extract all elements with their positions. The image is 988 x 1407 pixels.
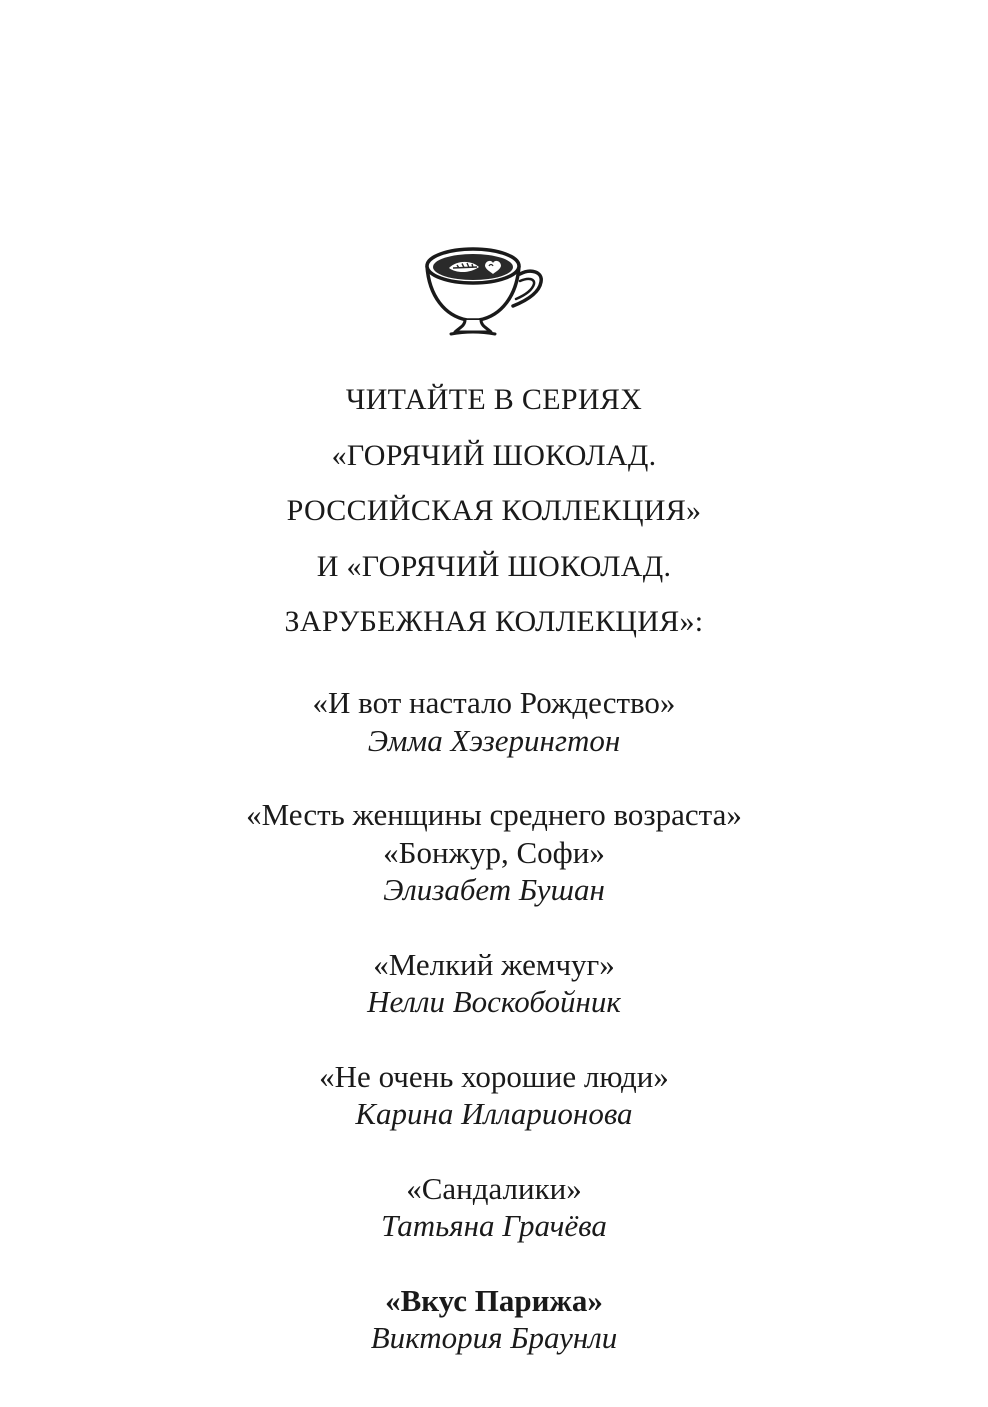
book-entry: [0, 796, 988, 909]
book-entry: [0, 1058, 988, 1133]
book-title: «Вкус Парижа»: [385, 1282, 603, 1318]
book-title: «Месть женщины среднего возраста»: [246, 797, 742, 832]
book-title: «Сандалики»: [406, 1170, 582, 1206]
book-entry: [0, 1170, 988, 1245]
heading-line: РОССИЙСКАЯ КОЛЛЕКЦИЯ»: [286, 494, 702, 527]
book-list: [0, 684, 988, 1357]
book-author: Татьяна Грачёва: [381, 1208, 607, 1243]
book-author: Эмма Хэзерингтон: [367, 722, 621, 758]
book-title: «И вот настало Рождество»: [312, 685, 676, 720]
book-author: Виктория Браунли: [370, 1320, 618, 1355]
book-entry: [0, 1282, 988, 1357]
heading-line: И «ГОРЯЧИЙ ШОКОЛАД.: [316, 549, 672, 583]
heading-line: «ГОРЯЧИЙ ШОКОЛАД.: [331, 438, 657, 472]
book-author: Нелли Воскобойник: [367, 984, 621, 1019]
book-entry: [0, 946, 988, 1021]
book-author: Карина Илларионова: [355, 1096, 633, 1131]
book-title: «Мелкий жемчуг»: [373, 946, 615, 982]
heading-line: ЗАРУБЕЖНАЯ КОЛЛЕКЦИЯ»:: [284, 605, 704, 638]
heading-line: ЧИТАЙТЕ В СЕРИЯХ: [345, 383, 643, 416]
book-entry: [0, 684, 988, 759]
book-title: «Не очень хорошие люди»: [319, 1058, 669, 1094]
series-heading: [0, 372, 988, 650]
book-title: «Бонжур, Софи»: [383, 834, 605, 870]
coffee-cup-icon: [419, 238, 549, 342]
book-author: Элизабет Бушан: [383, 872, 605, 907]
